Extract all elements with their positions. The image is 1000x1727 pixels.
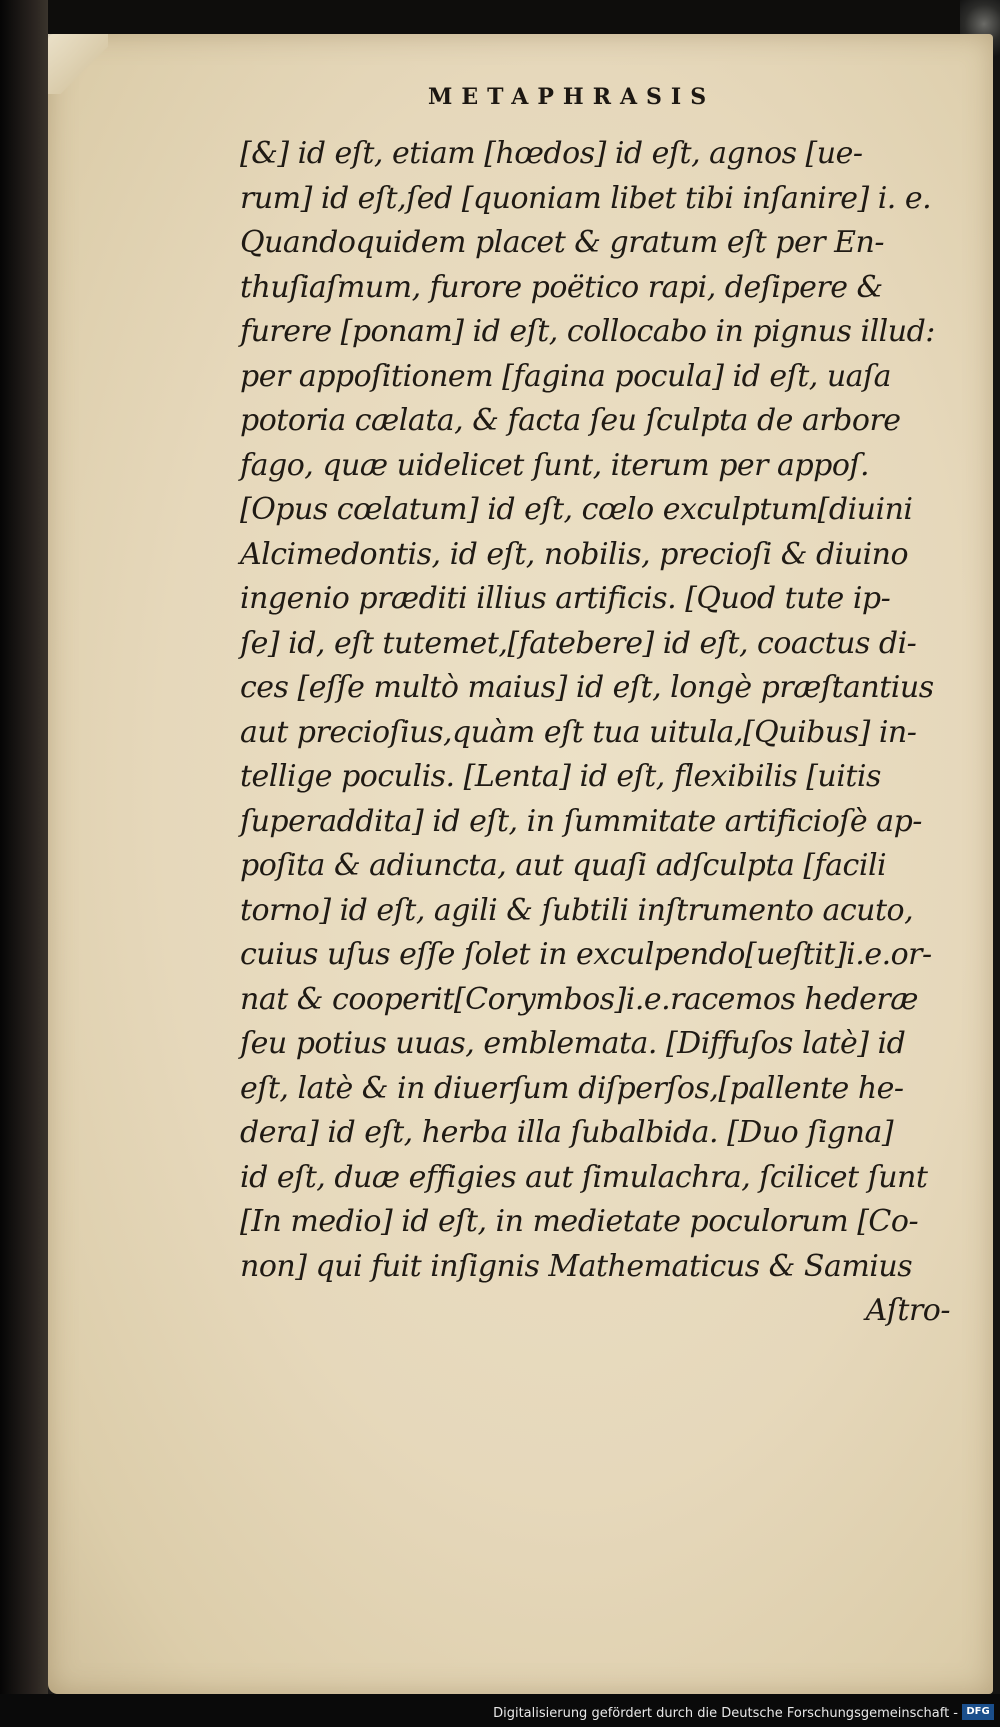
text-line: ces [eſſe multò maius] id eſt, longè præſtantius <box>240 670 934 705</box>
text-line: per appoſitionem [fagina pocula] id eſt, uaſa <box>240 358 892 394</box>
text-line: poſita & adiuncta, aut quaſi adſculpta [facili <box>240 848 887 883</box>
text-line: potoria cælata, & facta ſeu ſculpta de arbore <box>240 403 901 438</box>
body-text <box>240 132 980 1334</box>
catchword: Aſtro- <box>865 1293 950 1328</box>
text-line: dera] id eſt, herba illa ſubalbida. [Duo ſigna] <box>240 1115 894 1150</box>
book-page <box>48 34 993 1694</box>
text-line: ſe] id, eſt tutemet,[fatebere] id eſt, coactus di- <box>240 625 917 661</box>
text-line: [Opus cœlatum] id eſt, cœlo exculptum[diuini <box>240 492 913 527</box>
text-line: Quandoquidem placet & gratum eſt per En- <box>240 225 884 260</box>
text-line: cuius uſus eſſe ſolet in exculpendo[ueſtit]i.e.or- <box>240 937 932 972</box>
text-line: ſuperaddita] id eſt, in ſummitate artificioſè ap- <box>240 803 922 839</box>
funding-credit: Digitalisierung gefördert durch die Deutsche Forschungsgemeinschaft - <box>493 1706 958 1721</box>
scan-top-border <box>0 0 1000 34</box>
text-line: Alcimedontis, id eſt, nobilis, precioſi & diuino <box>240 536 909 572</box>
text-line: nat & cooperit[Corymbos]i.e.racemos hederæ <box>240 981 918 1017</box>
text-line: tellige poculis. [Lenta] id eſt, flexibilis [uitis <box>240 759 881 794</box>
text-line: eſt, latè & in diuerſum diſperſos,[pallente he- <box>240 1070 904 1106</box>
text-line: [&] id eſt, etiam [hœdos] id eſt, agnos [ue- <box>240 136 863 171</box>
text-line: torno] id eſt, agili & ſubtili inſtrumento acuto, <box>240 892 914 928</box>
text-line: thuſiaſmum, furore poëtico rapi, deſipere & <box>240 269 883 305</box>
text-line: non] qui fuit inſignis Mathematicus & Samius <box>240 1248 913 1284</box>
text-line: ingenio præditi illius artificis. [Quod tute ip- <box>240 581 891 616</box>
text-line: aut precioſius,quàm eſt tua uitula,[Quibus] in- <box>240 714 917 750</box>
text-line: fago, quæ uidelicet ſunt, iterum per appoſ. <box>240 447 870 483</box>
dfg-logo-icon: DFG <box>962 1704 994 1720</box>
footer-bar <box>0 1694 1000 1727</box>
running-head: METAPHRASIS <box>428 84 716 110</box>
text-line: [In medio] id eſt, in medietate poculorum [Co- <box>240 1204 919 1239</box>
book-binding-edge <box>0 0 48 1727</box>
text-line: ſeu potius uuas, emblemata. [Diffuſos latè] id <box>240 1026 906 1061</box>
text-line: id eſt, duæ effigies aut ſimulachra, ſcilicet ſunt <box>240 1159 928 1195</box>
text-line: furere [ponam] id eſt, collocabo in pignus illud: <box>240 314 935 349</box>
text-line: rum] id eſt,ſed [quoniam libet tibi inſanire] i. e. <box>240 180 932 216</box>
